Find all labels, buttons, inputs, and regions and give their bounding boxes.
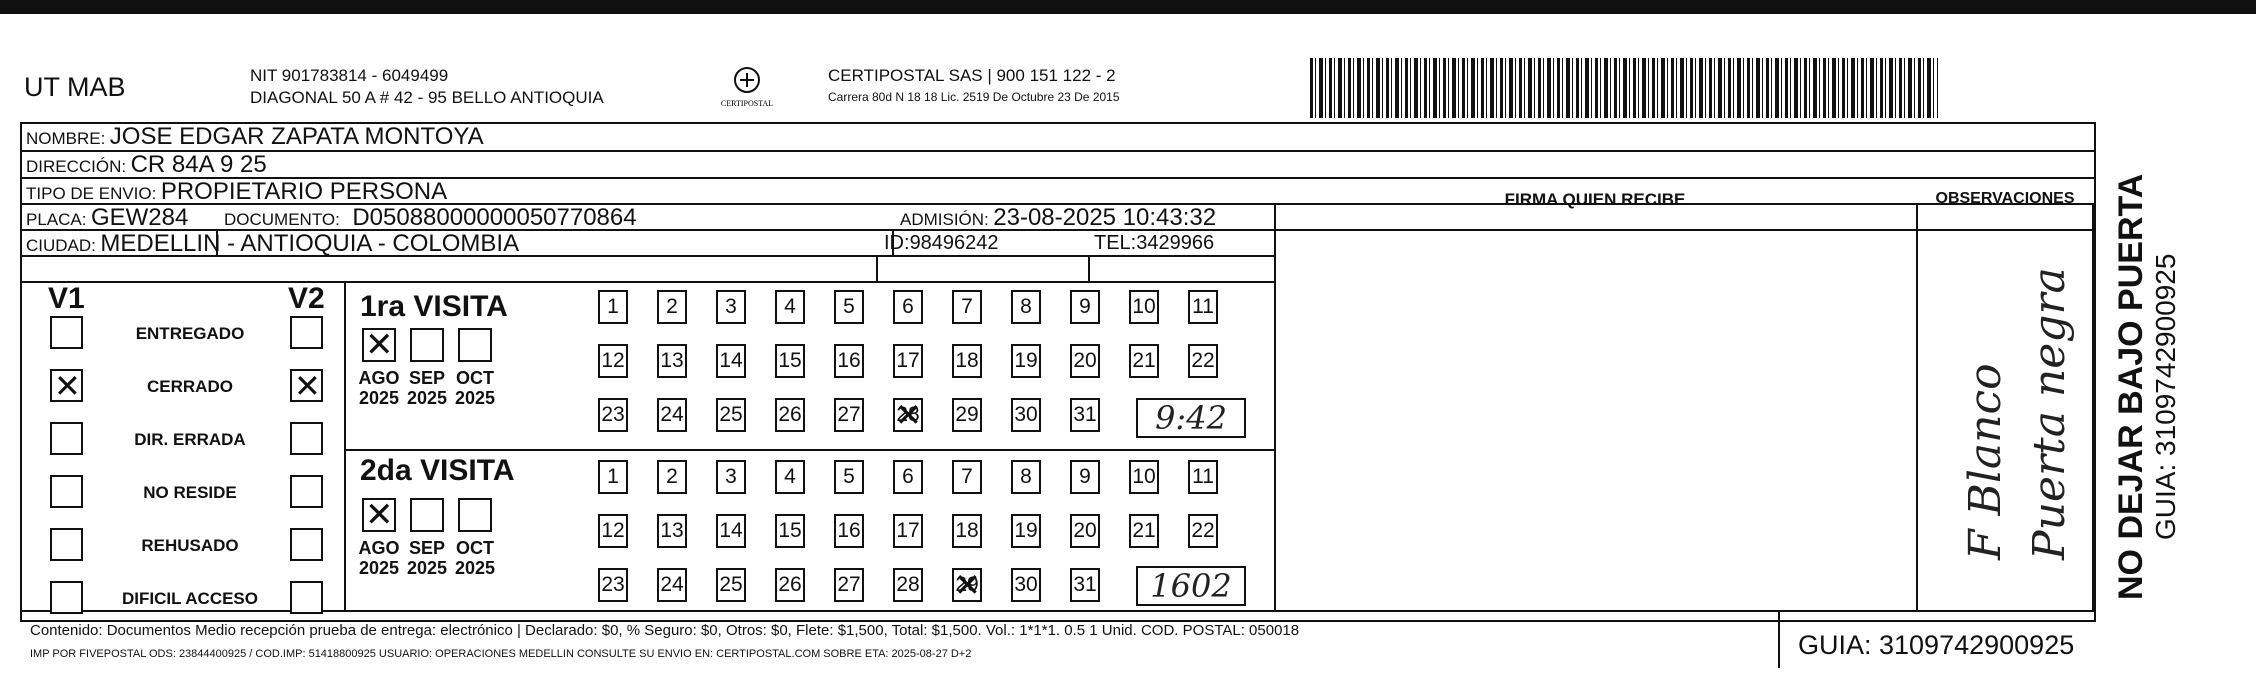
visit1-day-box[interactable]: 19 bbox=[1011, 344, 1041, 378]
visit1-day-box[interactable]: 24 bbox=[657, 398, 687, 432]
visit2-day-box[interactable]: 14 bbox=[716, 514, 746, 548]
visit1-month-year: 2025 bbox=[358, 388, 400, 408]
document-value: D05088000000050770864 bbox=[352, 204, 637, 231]
status-v2-checkbox[interactable] bbox=[290, 369, 323, 402]
visit2-time: 1602 bbox=[1136, 566, 1246, 606]
visit2-day-box[interactable]: 19 bbox=[1011, 514, 1041, 548]
address-row bbox=[26, 151, 267, 179]
visit2-day-box[interactable]: 8 bbox=[1011, 460, 1041, 494]
visit1-month-checkbox[interactable] bbox=[410, 328, 444, 362]
status-v1-checkbox[interactable] bbox=[50, 369, 83, 402]
city-label: CIUDAD: bbox=[26, 236, 96, 255]
visit2-month-checkbox[interactable] bbox=[362, 498, 396, 532]
status-v1-checkbox[interactable] bbox=[50, 581, 83, 614]
document-field bbox=[224, 204, 637, 232]
visit2-day-box[interactable]: 24 bbox=[657, 568, 687, 602]
admission-label: ADMISIÓN: bbox=[900, 210, 989, 229]
tel-label: TEL: bbox=[1094, 232, 1137, 254]
visit1-day-box[interactable]: 26 bbox=[775, 398, 805, 432]
visit2-day-box[interactable]: 6 bbox=[893, 460, 923, 494]
visit1-day-box[interactable]: 25 bbox=[716, 398, 746, 432]
name-row bbox=[26, 123, 484, 151]
tel-value: 3429966 bbox=[1136, 232, 1215, 254]
visit1-day-box[interactable]: 14 bbox=[716, 344, 746, 378]
visit2-day-box[interactable]: 31 bbox=[1070, 568, 1100, 602]
visit1-day-box[interactable]: 1 bbox=[598, 290, 628, 324]
status-label: DIFICIL ACCESO bbox=[121, 589, 258, 608]
visit2-day-box[interactable]: 22 bbox=[1188, 514, 1218, 548]
visit2-day-box[interactable]: 26 bbox=[775, 568, 805, 602]
svg-text:CERTIPOSTAL: CERTIPOSTAL bbox=[720, 99, 774, 108]
signature-area bbox=[1278, 232, 1914, 608]
visit2-day-box[interactable]: 1 bbox=[598, 460, 628, 494]
visit2-day-box[interactable]: 11 bbox=[1188, 460, 1218, 494]
visit1-month-label: OCT bbox=[456, 368, 494, 388]
visit1-title: 1ra VISITA bbox=[360, 290, 508, 323]
type-label: TIPO DE ENVIO: bbox=[26, 184, 157, 203]
visit2-day-box[interactable]: 25 bbox=[716, 568, 746, 602]
visit1-month-checkbox[interactable] bbox=[362, 328, 396, 362]
visit1-day-box[interactable]: 6 bbox=[893, 290, 923, 324]
footer-content: Contenido: Documentos Medio recepción prueba de entrega: electrónico | Declarado: $0, % Seguro: $0, Otros: $0, Flete: $1,500, Total: $1,500. Vol.: 1*1*1. 0.5 1 Unid. COD. POSTAL: 050018 bbox=[30, 622, 1300, 639]
visit2-day-box[interactable]: 15 bbox=[775, 514, 805, 548]
plate-label: PLACA: bbox=[26, 210, 87, 229]
visit2-title: 2da VISITA bbox=[360, 454, 515, 487]
visit1-day-box[interactable]: 3 bbox=[716, 290, 746, 324]
visit1-day-box[interactable]: 17 bbox=[893, 344, 923, 378]
visit1-day-box[interactable]: 23 bbox=[598, 398, 628, 432]
side-guia: GUIA: 3109742900925 bbox=[2150, 253, 2181, 540]
visit1-day-box[interactable]: 12 bbox=[598, 344, 628, 378]
admission-value: 23-08-2025 10:43:32 bbox=[993, 204, 1217, 231]
visit2-day-box[interactable]: 20 bbox=[1070, 514, 1100, 548]
footer-imp: IMP POR FIVEPOSTAL ODS: 23844400925 / COD.IMP: 51418800925 USUARIO: OPERACIONES MEDELLIN CONSULTE SU ENVIO EN: CERTIPOSTAL.COM SOBRE ETA: 2025-08-27 D+2 bbox=[30, 648, 972, 660]
visit1-day-box[interactable]: 11 bbox=[1188, 290, 1218, 324]
visit2-month-label: OCT bbox=[456, 538, 494, 558]
visit2-day-box[interactable]: 27 bbox=[834, 568, 864, 602]
plate-field bbox=[26, 204, 188, 232]
visit2-day-box[interactable]: 18 bbox=[952, 514, 982, 548]
visit2-day-box[interactable]: 2 bbox=[657, 460, 687, 494]
visit1-month-checkbox[interactable] bbox=[458, 328, 492, 362]
visit2-day-box[interactable]: 23 bbox=[598, 568, 628, 602]
visit2-day-box[interactable]: 30 bbox=[1011, 568, 1041, 602]
name-label: NOMBRE: bbox=[26, 129, 106, 148]
v1-label: V1 bbox=[48, 282, 85, 315]
visit2-day-box[interactable]: 5 bbox=[834, 460, 864, 494]
visit1-day-box[interactable]: 13 bbox=[657, 344, 687, 378]
visit1-day-box[interactable]: 7 bbox=[952, 290, 982, 324]
tel-field bbox=[1094, 232, 1214, 255]
visit1-day-box[interactable]: 22 bbox=[1188, 344, 1218, 378]
visit1-day-box[interactable]: 5 bbox=[834, 290, 864, 324]
id-value: 98496242 bbox=[909, 232, 999, 254]
status-v2-checkbox[interactable] bbox=[290, 581, 323, 614]
type-row bbox=[26, 178, 447, 206]
status-v1-checkbox[interactable] bbox=[50, 475, 83, 508]
recipient-name: JOSE EDGAR ZAPATA MONTOYA bbox=[109, 123, 484, 150]
certipostal-logo bbox=[712, 60, 782, 114]
visit2-day-box[interactable]: 4 bbox=[775, 460, 805, 494]
city-field bbox=[26, 230, 519, 258]
v2-label: V2 bbox=[288, 282, 325, 315]
visit2-day-box[interactable]: 29 ✕ bbox=[952, 568, 982, 602]
visit2-day-box[interactable]: 10 bbox=[1129, 460, 1159, 494]
visit2-day-box[interactable]: 3 bbox=[716, 460, 746, 494]
company-name: UT MAB bbox=[24, 72, 126, 102]
visit2-day-box[interactable]: 17 bbox=[893, 514, 923, 548]
observation-line-1: F Blanco bbox=[1960, 363, 2011, 560]
shipment-type: PROPIETARIO PERSONA bbox=[160, 178, 448, 205]
visit2-month-label: SEP bbox=[408, 538, 446, 558]
company-address: DIAGONAL 50 A # 42 - 95 BELLO ANTIOQUIA bbox=[250, 88, 604, 107]
status-v2-checkbox[interactable] bbox=[290, 475, 323, 508]
address-label: DIRECCIÓN: bbox=[26, 157, 127, 176]
signature-header: FIRMA QUIEN RECIBE bbox=[1504, 190, 1686, 209]
visit1-day-box[interactable]: 15 bbox=[775, 344, 805, 378]
status-v1-checkbox[interactable] bbox=[50, 316, 83, 349]
visit2-day-box[interactable]: 13 bbox=[657, 514, 687, 548]
barcode bbox=[1310, 58, 1938, 118]
status-v1-checkbox[interactable] bbox=[50, 528, 83, 561]
visit1-day-box[interactable]: 2 bbox=[657, 290, 687, 324]
status-v2-checkbox[interactable] bbox=[290, 316, 323, 349]
plate-value: GEW284 bbox=[90, 204, 189, 231]
visit2-day-box[interactable]: 9 bbox=[1070, 460, 1100, 494]
visit1-day-box[interactable]: 4 bbox=[775, 290, 805, 324]
status-label: ENTREGADO bbox=[135, 324, 245, 343]
visit1-day-box[interactable]: 8 bbox=[1011, 290, 1041, 324]
carrier-address: Carrera 80d N 18 18 Lic. 2519 De Octubre 23 De 2015 bbox=[828, 90, 1120, 104]
status-v1-checkbox[interactable] bbox=[50, 422, 83, 455]
visit1-day-box[interactable]: 20 bbox=[1070, 344, 1100, 378]
id-label: ID: bbox=[884, 232, 910, 254]
status-label: REHUSADO bbox=[141, 536, 239, 555]
city-value: MEDELLIN - ANTIOQUIA - COLOMBIA bbox=[100, 230, 520, 257]
visit1-day-box[interactable]: 31 bbox=[1070, 398, 1100, 432]
visit1-day-box[interactable]: 9 bbox=[1070, 290, 1100, 324]
visit1-day-box[interactable]: 10 bbox=[1129, 290, 1159, 324]
visit1-day-box[interactable]: 28 ✕ bbox=[893, 398, 923, 432]
visit2-month-year: 2025 bbox=[406, 558, 448, 578]
visit1-time: 9:42 bbox=[1136, 398, 1246, 438]
document-label: DOCUMENTO: bbox=[224, 210, 340, 229]
visit1-day-box[interactable]: 16 bbox=[834, 344, 864, 378]
visit2-day-box[interactable]: 7 bbox=[952, 460, 982, 494]
visit1-day-box[interactable]: 29 bbox=[952, 398, 982, 432]
visit1-month-year: 2025 bbox=[454, 388, 496, 408]
visit2-month-checkbox[interactable] bbox=[458, 498, 492, 532]
status-label: CERRADO bbox=[147, 377, 233, 396]
visit1-day-box[interactable]: 27 bbox=[834, 398, 864, 432]
visit2-day-box[interactable]: 21 bbox=[1129, 514, 1159, 548]
top-black-strip bbox=[0, 0, 2256, 14]
id-field bbox=[884, 232, 999, 255]
visit2-day-box[interactable]: 12 bbox=[598, 514, 628, 548]
visit2-month-label: AGO bbox=[358, 538, 400, 558]
visit2-day-box[interactable]: 28 bbox=[893, 568, 923, 602]
recipient-address: CR 84A 9 25 bbox=[130, 151, 267, 178]
admission-field bbox=[900, 204, 1216, 232]
visit2-month-year: 2025 bbox=[358, 558, 400, 578]
observation-line-2: Puerta negra bbox=[2024, 267, 2075, 560]
status-label: DIR. ERRADA bbox=[134, 430, 246, 449]
visit2-month-checkbox[interactable] bbox=[410, 498, 444, 532]
visit1-month-year: 2025 bbox=[406, 388, 448, 408]
visit1-day-box[interactable]: 18 bbox=[952, 344, 982, 378]
status-label: NO RESIDE bbox=[143, 483, 237, 502]
visit1-month-label: SEP bbox=[408, 368, 446, 388]
status-v2-checkbox[interactable] bbox=[290, 422, 323, 455]
company-nit: NIT 901783814 - 6049499 bbox=[250, 66, 449, 85]
visit2-month-year: 2025 bbox=[454, 558, 496, 578]
side-warning: NO DEJAR BAJO PUERTA bbox=[2112, 173, 2150, 600]
carrier-name: CERTIPOSTAL SAS | 900 151 122 - 2 bbox=[828, 66, 1116, 85]
visit1-day-box[interactable]: 21 bbox=[1129, 344, 1159, 378]
observations-header: OBSERVACIONES bbox=[1935, 190, 2075, 207]
visit1-month-label: AGO bbox=[358, 368, 400, 388]
status-v2-checkbox[interactable] bbox=[290, 528, 323, 561]
visit1-day-box[interactable]: 30 bbox=[1011, 398, 1041, 432]
visit2-day-box[interactable]: 16 bbox=[834, 514, 864, 548]
footer-guia: GUIA: 3109742900925 bbox=[1798, 630, 2075, 660]
